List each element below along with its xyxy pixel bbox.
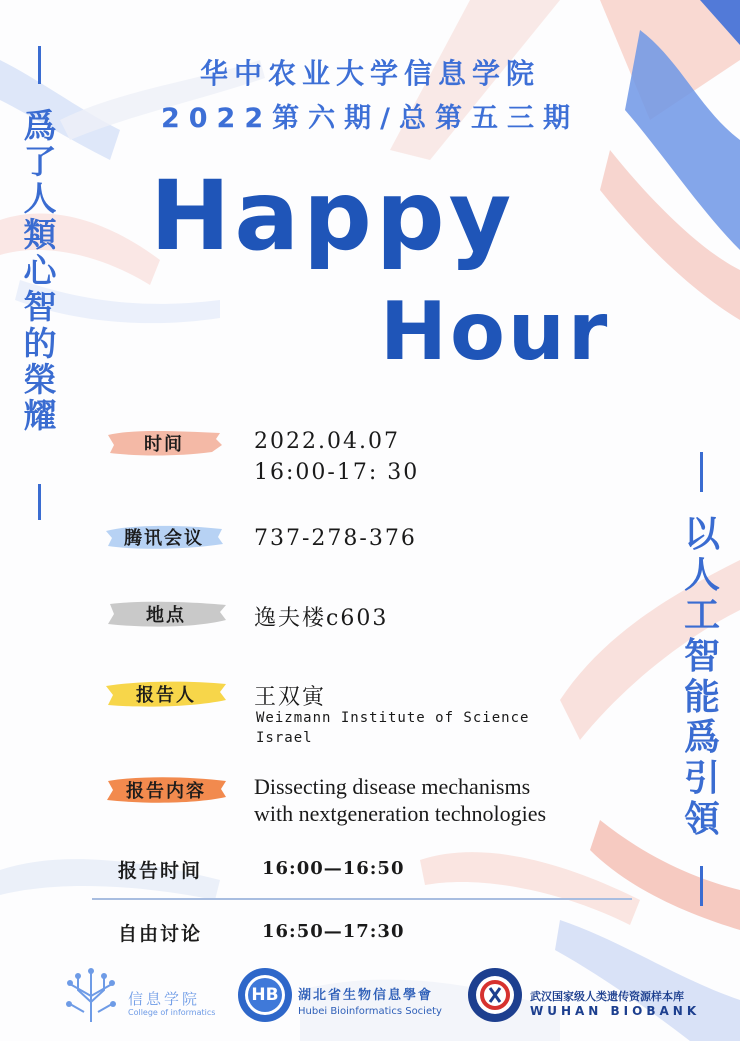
- left-bottom-bar: [38, 484, 41, 520]
- hubei-emblem-badge: HB: [251, 985, 279, 1005]
- biobank-emblem-icon: [466, 966, 524, 1024]
- hubei-society-logo: [236, 966, 456, 1028]
- right-bottom-bar: [700, 866, 703, 906]
- right-char: 能: [683, 675, 720, 718]
- left-char: 智: [23, 287, 57, 327]
- right-char: 引: [683, 757, 720, 800]
- time-label: 时间: [144, 434, 184, 455]
- wuhan-biobank-logo: [466, 966, 706, 1028]
- right-char: 領: [683, 797, 720, 840]
- title-hour: Hour: [380, 285, 611, 378]
- location-value: 逸夫楼c603: [254, 606, 389, 631]
- biobank-cn: 武汉国家级人类遗传资源样本库: [530, 990, 684, 1003]
- left-vertical-slogan: [20, 108, 60, 435]
- meeting-label: 腾讯会议: [124, 528, 204, 549]
- left-top-bar: [38, 46, 41, 84]
- issue-number: 2022第六期/总第五三期: [160, 103, 579, 134]
- speaker-label-badge: [104, 676, 228, 712]
- informatics-logo-en: College of informatics: [128, 1008, 216, 1017]
- left-char: 爲: [23, 106, 57, 145]
- right-char: 爲: [683, 716, 720, 759]
- right-char: 智: [683, 635, 720, 678]
- left-char: 類: [23, 214, 57, 254]
- schedule-talk-label: 报告时间: [118, 860, 203, 882]
- biobank-en: WUHAN BIOBANK: [530, 1004, 701, 1018]
- right-char: 工: [683, 594, 720, 637]
- talk-title-line1: Dissecting disease mechanisms: [254, 774, 531, 799]
- informatics-logo: [62, 968, 232, 1028]
- left-char: 榮: [23, 360, 57, 400]
- meeting-id: 737-278-376: [254, 526, 417, 551]
- left-char: 人: [23, 178, 57, 218]
- hubei-society-cn: 湖北省生物信息學會: [298, 988, 434, 1003]
- school-name: 华中农业大学信息学院: [199, 57, 540, 90]
- schedule-talk-time: 16:00—16:50: [262, 858, 405, 879]
- title-happy: Happy: [150, 160, 516, 272]
- speaker-name: 王双寅: [254, 685, 327, 710]
- talk-title-line2: with nextgeneration technologies: [254, 801, 547, 826]
- right-char: 人: [683, 553, 720, 596]
- left-char: 的: [23, 323, 57, 363]
- left-char: 耀: [23, 396, 57, 436]
- event-date: 2022.04.07: [254, 429, 400, 454]
- location-label-badge: [104, 596, 228, 632]
- speaker-country: Israel: [256, 730, 313, 746]
- right-vertical-slogan: [680, 514, 724, 839]
- content-label: 报告内容: [126, 781, 206, 802]
- schedule-discussion-label: 自由讨论: [118, 923, 203, 945]
- informatics-logo-cn: 信息学院: [128, 990, 201, 1008]
- right-char: 以: [683, 513, 720, 555]
- location-label: 地点: [146, 605, 186, 626]
- right-top-bar: [700, 452, 703, 492]
- schedule-divider: [92, 898, 632, 900]
- speaker-affiliation: Weizmann Institute of Science: [256, 710, 530, 726]
- left-char: 了: [23, 142, 57, 182]
- event-hours: 16:00-17: 30: [254, 460, 420, 485]
- time-label-badge: [104, 425, 224, 461]
- circuit-tree-icon: [62, 968, 120, 1024]
- hubei-society-en: Hubei Bioinformatics Society: [298, 1006, 442, 1017]
- meeting-label-badge: [104, 519, 224, 555]
- speaker-label: 报告人: [136, 685, 196, 706]
- content-label-badge: [104, 772, 228, 808]
- schedule-discussion-time: 16:50—17:30: [262, 921, 405, 942]
- left-char: 心: [23, 251, 57, 291]
